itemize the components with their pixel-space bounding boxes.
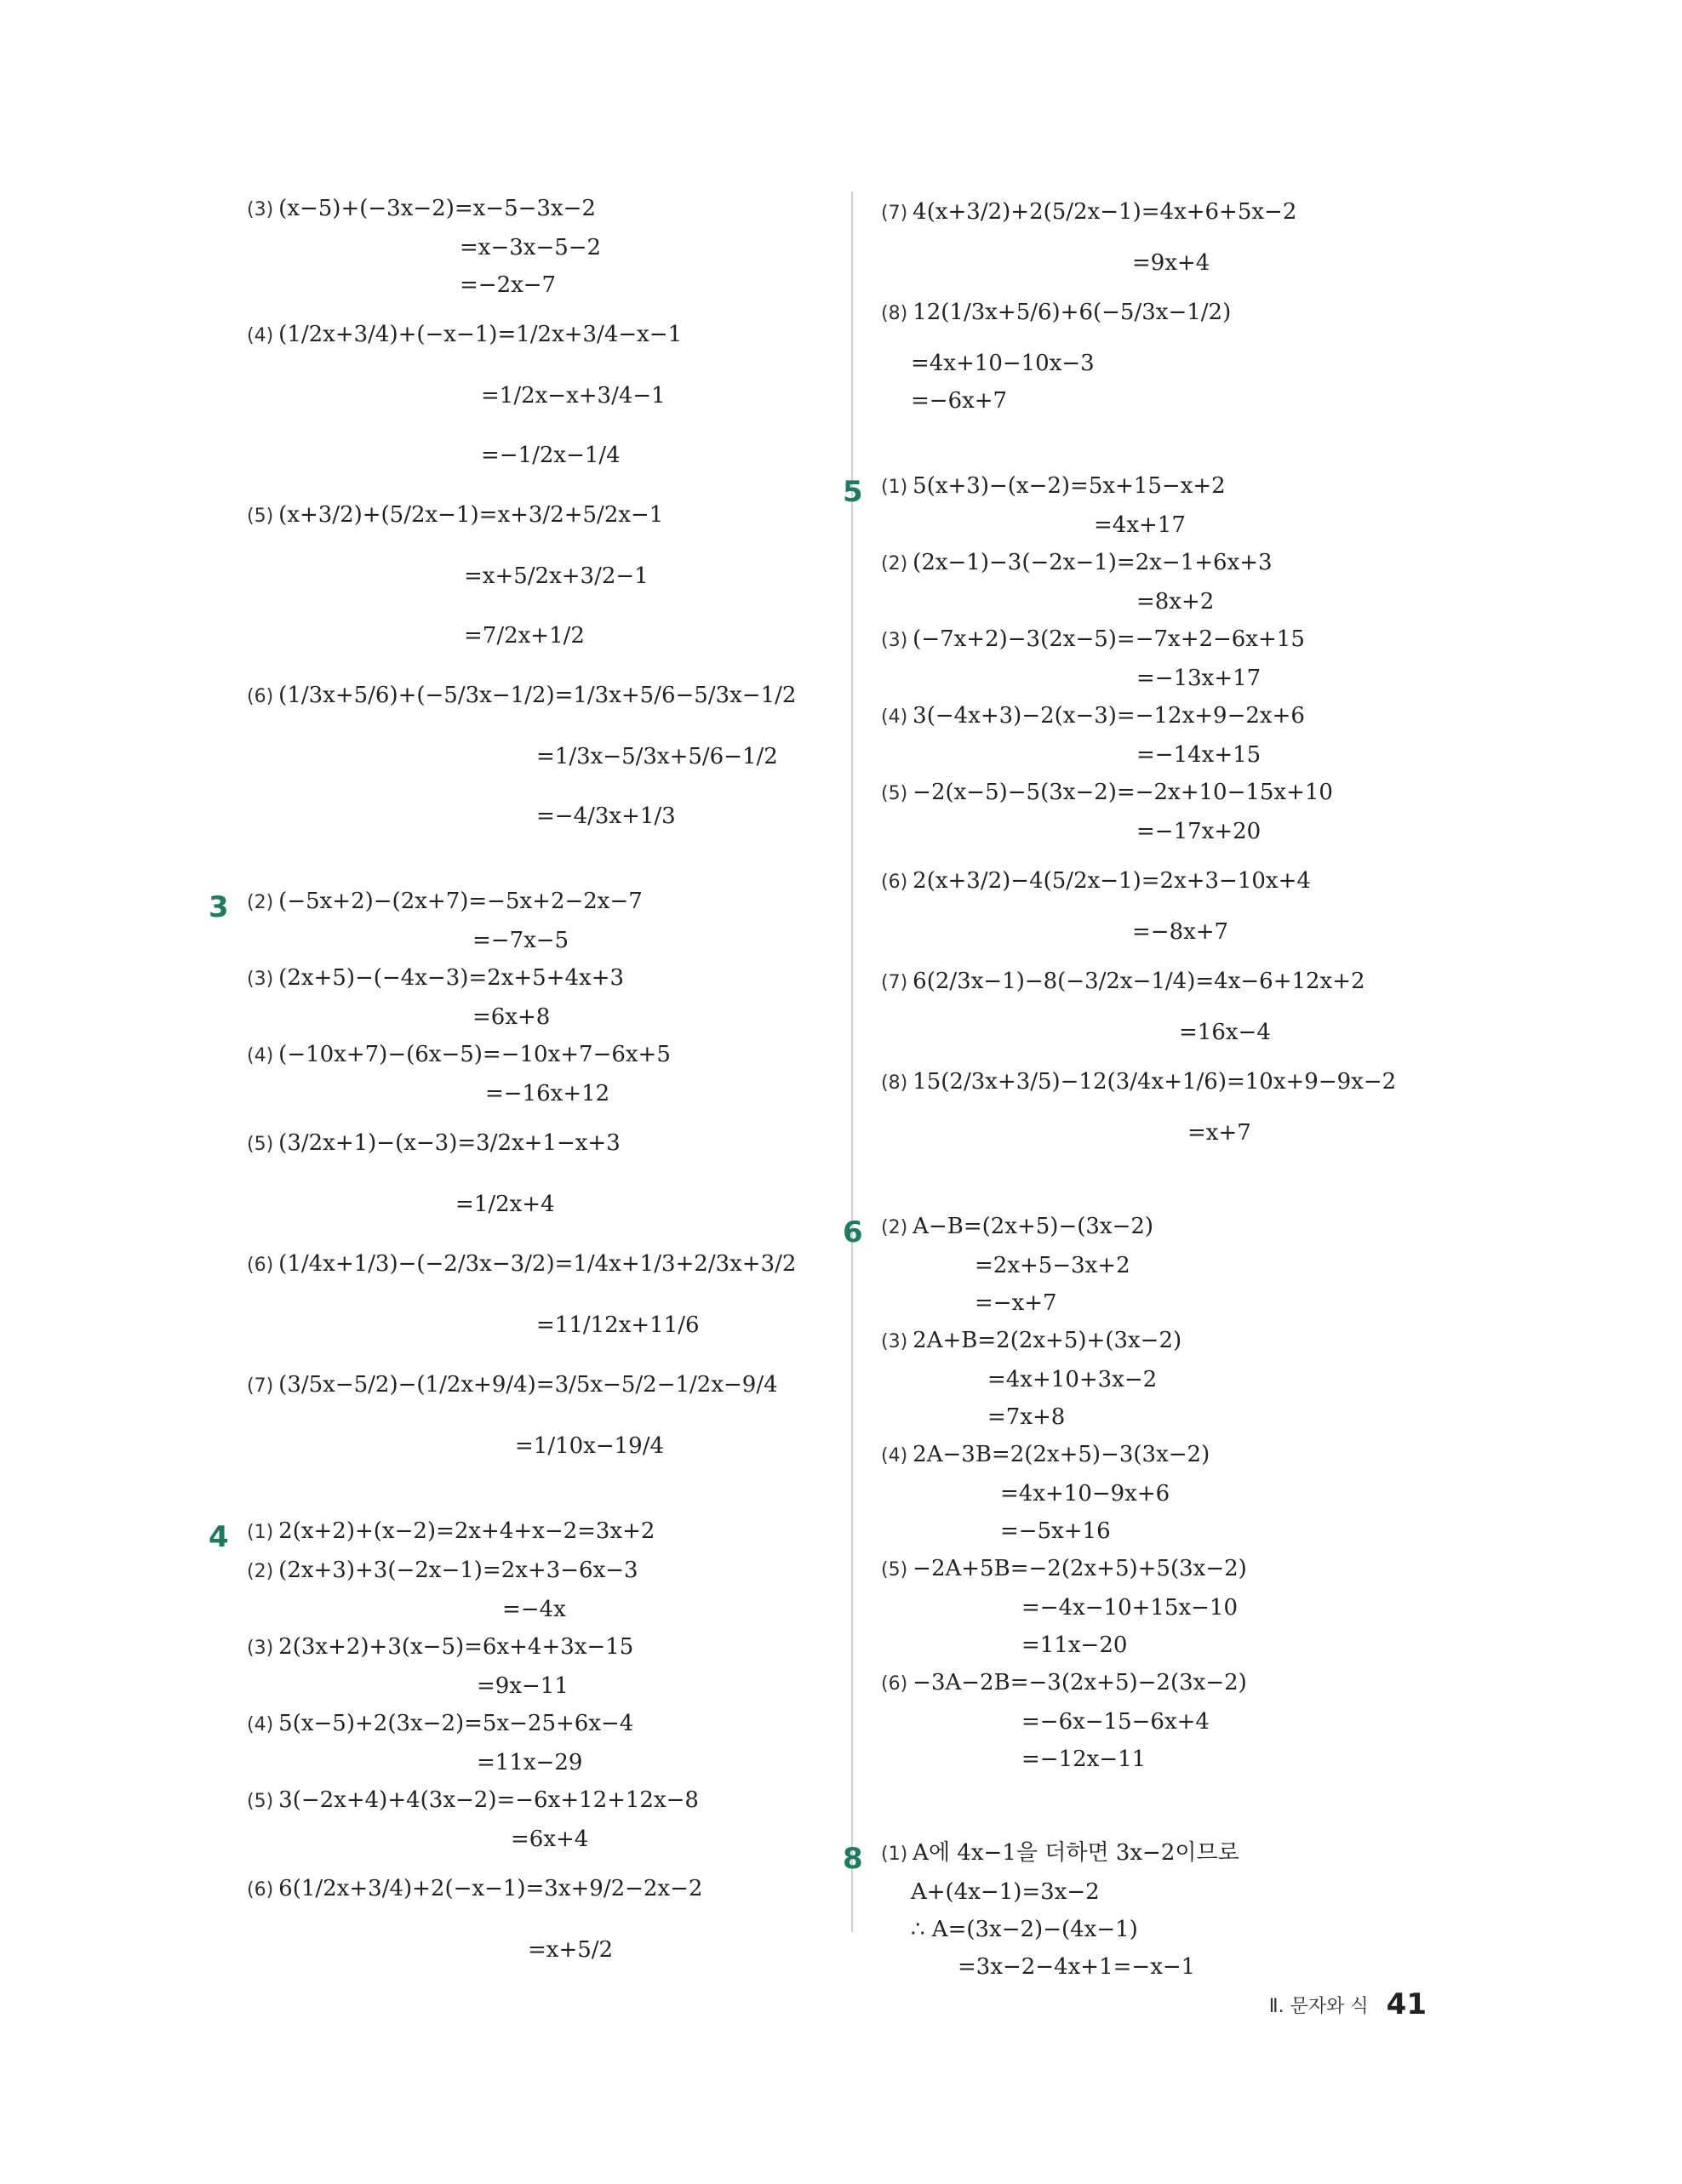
problem-number: 8 [843,1842,863,1876]
sub-problem-label: (6) [881,1673,908,1695]
math-expression: =16x−4 [1179,1020,1271,1045]
solution-line [247,1711,843,1738]
solution-line [881,1518,1477,1544]
math-expression: =−14x+15 [1136,742,1262,768]
solution-line [881,388,1477,414]
page-footer [1269,1987,1427,2021]
math-expression: (2x+3)+3(−2x−1)=2x+3−6x−3 [278,1558,638,1583]
solution-line [247,1433,843,1459]
solution-line [881,703,1477,730]
sub-problem-label: (5) [247,506,274,527]
math-expression: =11x−20 [1021,1632,1128,1658]
math-expression: A에 4x−1을 더하면 3x−2이므로 [913,1840,1239,1866]
solution-line [881,1020,1477,1045]
math-expression: =−4x [502,1597,566,1622]
problem-4 [209,1518,843,1963]
math-expression: (−10x+7)−(6x−5)=−10x+7−6x+5 [278,1042,671,1067]
solution-line [247,1634,843,1661]
math-expression: (1/4x+1/3)−(−2/3x−3/2)=1/4x+1/3+2/3x+3/2 [278,1251,797,1277]
math-expression: =−12x−11 [1021,1747,1147,1772]
solution-line [881,473,1477,500]
solution-line [881,1709,1477,1735]
solution-line [247,383,843,409]
solution-line [881,1253,1477,1278]
solution-line [881,1747,1477,1772]
solution-line [881,780,1477,807]
math-expression: =x+7 [1187,1120,1251,1146]
solution-line [881,1670,1477,1697]
solution-line [881,1290,1477,1316]
math-expression: =−6x+7 [911,388,1008,414]
solution-line [247,683,843,710]
problem-6 [843,1214,1477,1772]
sub-problem-label: (3) [881,630,908,651]
math-expression: =−x+7 [975,1290,1057,1316]
math-expression: =1/2x+4 [455,1192,555,1217]
math-expression: =6x+4 [511,1827,589,1852]
solution-line [881,1954,1477,1980]
math-expression: =−17x+20 [1136,819,1262,844]
problem-5 [843,473,1477,1146]
sub-problem-label: (7) [881,972,908,993]
solution-line [881,666,1477,691]
math-expression: =−5x+16 [1000,1518,1111,1544]
solution-line [881,919,1477,945]
sub-problem-label: (8) [881,303,908,324]
math-expression: =−1/2x−1/4 [481,443,621,468]
sub-problem-label: (5) [881,1559,908,1581]
sub-problem-label: (7) [881,203,908,224]
solution-line [881,1556,1477,1583]
math-expression: =4x+17 [1094,512,1186,538]
math-expression: =2x+5−3x+2 [975,1253,1130,1278]
math-expression: =−8x+7 [1132,919,1229,945]
solution-line [247,502,843,529]
sub-problem-label: (6) [247,1255,274,1276]
sub-problem-label: (5) [247,1791,274,1812]
problem-2-continued [247,196,843,829]
column-divider [851,192,853,1932]
solution-line [881,1120,1477,1146]
solution-line [247,235,843,260]
solution-line [247,1518,843,1546]
problem-number: 3 [209,890,229,924]
math-expression: 6(1/2x+3/4)+2(−x−1)=3x+9/2−2x−2 [278,1876,703,1901]
math-expression: A+(4x−1)=3x−2 [911,1879,1100,1905]
math-expression: (−5x+2)−(2x+7)=−5x+2−2x−7 [278,889,643,914]
solution-line [881,1367,1477,1392]
problem-3 [209,889,843,1459]
sub-problem-label: (3) [247,969,274,990]
math-expression: −3A−2B=−3(2x+5)−2(3x−2) [913,1670,1247,1695]
sub-problem-label: (4) [247,325,274,346]
solution-line [247,803,843,829]
solution-line [247,1558,843,1585]
sub-problem-label: (1) [881,1844,908,1865]
math-expression: =1/10x−19/4 [515,1433,665,1459]
math-expression: =−2x−7 [460,272,557,298]
math-expression: =7/2x+1/2 [464,623,585,649]
solution-line [881,250,1477,276]
solution-line [247,1042,843,1069]
math-expression: 2A−3B=2(2x+5)−3(3x−2) [913,1442,1210,1467]
math-expression: 2(3x+2)+3(x−5)=6x+4+3x−15 [278,1634,634,1660]
solution-line [247,443,843,468]
solution-line [881,1328,1477,1355]
solution-line [247,1876,843,1903]
solution-line [881,969,1477,996]
solution-line [881,868,1477,895]
problem-number: 6 [843,1215,863,1249]
solution-line [247,965,843,992]
solution-line [247,272,843,298]
sub-problem-label: (1) [881,477,908,498]
math-expression: =x+5/2x+3/2−1 [464,563,649,589]
solution-line [247,1750,843,1775]
sub-problem-label: (3) [881,1331,908,1352]
solution-line [881,1595,1477,1621]
solution-line [881,1214,1477,1241]
solution-line [881,1632,1477,1658]
sub-problem-label: (8) [881,1072,908,1094]
math-expression: A−B=(2x+5)−(3x−2) [913,1214,1154,1239]
solution-line [247,889,843,916]
sub-problem-label: (3) [247,199,274,220]
solution-line [247,1081,843,1106]
math-expression: =x+5/2 [528,1937,614,1963]
left-column [209,187,843,1963]
solution-line [247,1787,843,1815]
sub-problem-label: (7) [247,1375,274,1397]
right-column [843,187,1477,1980]
math-expression: 3(−4x+3)−2(x−3)=−12x+9−2x+6 [913,703,1305,729]
math-expression: (−7x+2)−3(2x−5)=−7x+2−6x+15 [913,626,1305,652]
solution-line [247,623,843,649]
solution-line [247,928,843,953]
solution-line [247,1251,843,1278]
sub-problem-label: (2) [247,1561,274,1582]
math-expression: 2(x+2)+(x−2)=2x+4+x−2=3x+2 [278,1518,655,1544]
sub-problem-label: (2) [881,1217,908,1238]
math-expression: −2(x−5)−5(3x−2)=−2x+10−15x+10 [913,780,1333,805]
math-expression: (3/2x+1)−(x−3)=3/2x+1−x+3 [278,1130,621,1156]
solution-line [247,1372,843,1399]
solution-line [247,1937,843,1963]
math-expression: =4x+10−10x−3 [911,351,1095,376]
sub-problem-label: (6) [881,872,908,893]
math-expression: =−13x+17 [1136,666,1262,691]
solution-line [247,1130,843,1158]
solution-line [881,351,1477,376]
solution-line [881,1481,1477,1507]
sub-problem-label: (5) [881,783,908,804]
math-expression: =3x−2−4x+1=−x−1 [958,1954,1196,1980]
math-expression: (2x+5)−(−4x−3)=2x+5+4x+3 [278,965,625,991]
solution-line [247,1312,843,1338]
math-expression: =−16x+12 [485,1081,610,1106]
sub-problem-label: (4) [881,1445,908,1466]
solution-line [247,1827,843,1852]
sub-problem-label: (3) [247,1638,274,1659]
solution-line [881,1069,1477,1096]
math-expression: =7x+8 [987,1404,1066,1430]
sub-problem-label: (4) [881,706,908,728]
math-expression: =9x+4 [1132,250,1210,276]
solution-line [881,626,1477,654]
math-expression: (1/2x+3/4)+(−x−1)=1/2x+3/4−x−1 [278,322,683,347]
solution-line [247,1192,843,1217]
solution-line [881,1840,1477,1867]
solution-line [881,550,1477,577]
math-expression: =−6x−15−6x+4 [1021,1709,1210,1735]
solution-line [247,1004,843,1030]
solution-line [247,196,843,223]
math-expression: =11x−29 [477,1750,583,1775]
solution-line [881,1404,1477,1430]
section-title: Ⅱ. 문자와 식 [1268,1995,1369,2017]
sub-problem-label: (6) [247,686,274,707]
math-expression: (1/3x+5/6)+(−5/3x−1/2)=1/3x+5/6−5/3x−1/2 [278,683,797,708]
math-expression: 5(x+3)−(x−2)=5x+15−x+2 [913,473,1226,499]
math-expression: (x−5)+(−3x−2)=x−5−3x−2 [278,196,596,221]
math-expression: =−4/3x+1/3 [536,803,676,829]
solution-line [881,300,1477,327]
math-expression: =x−3x−5−2 [460,235,602,260]
math-expression: =9x−11 [477,1673,569,1699]
math-expression: =8x+2 [1136,589,1215,615]
math-expression: =4x+10+3x−2 [987,1367,1158,1392]
sub-problem-label: (6) [247,1879,274,1901]
solution-line [247,322,843,349]
solution-line [881,1917,1477,1942]
problem-4-continued [881,199,1477,414]
solution-line [247,563,843,589]
sub-problem-label: (1) [247,1522,274,1543]
math-expression: =1/3x−5/3x+5/6−1/2 [536,744,778,769]
math-expression: 5(x−5)+2(3x−2)=5x−25+6x−4 [278,1711,634,1736]
math-expression: 2(x+3/2)−4(5/2x−1)=2x+3−10x+4 [913,868,1311,894]
solution-line [881,589,1477,615]
math-expression: 15(2/3x+3/5)−12(3/4x+1/6)=10x+9−9x−2 [913,1069,1397,1095]
problem-number: 5 [843,475,863,509]
math-expression: =11/12x+11/6 [536,1312,700,1338]
sub-problem-label: (4) [247,1045,274,1066]
solution-line [247,744,843,769]
math-expression: ∴ A=(3x−2)−(4x−1) [911,1917,1138,1942]
math-expression: =6x+8 [472,1004,551,1030]
math-expression: 12(1/3x+5/6)+6(−5/3x−1/2) [913,300,1232,325]
problem-number: 4 [209,1520,229,1554]
math-expression: =−4x−10+15x−10 [1021,1595,1239,1621]
sub-problem-label: (2) [881,553,908,575]
solution-line [881,1442,1477,1469]
math-expression: (x+3/2)+(5/2x−1)=x+3/2+5/2x−1 [278,502,664,528]
math-expression: =1/2x−x+3/4−1 [481,383,666,409]
math-expression: 6(2/3x−1)−8(−3/2x−1/4)=4x−6+12x+2 [913,969,1365,994]
sub-problem-label: (4) [247,1714,274,1735]
page-number: 41 [1386,1987,1427,2021]
solution-line [881,742,1477,768]
sub-problem-label: (2) [247,892,274,913]
solution-line [881,819,1477,844]
problem-8 [843,1840,1477,1980]
solution-line [881,512,1477,538]
solution-line [881,1879,1477,1905]
math-expression: =−7x−5 [472,928,569,953]
math-expression: (2x−1)−3(−2x−1)=2x−1+6x+3 [913,550,1273,575]
solution-line [247,1597,843,1622]
math-expression: =4x+10−9x+6 [1000,1481,1170,1507]
solution-line [881,199,1477,226]
math-expression: 2A+B=2(2x+5)+(3x−2) [913,1328,1182,1353]
solution-line [247,1673,843,1699]
math-expression: 3(−2x+4)+4(3x−2)=−6x+12+12x−8 [278,1787,699,1813]
sub-problem-label: (5) [247,1134,274,1155]
math-expression: 4(x+3/2)+2(5/2x−1)=4x+6+5x−2 [913,199,1297,225]
math-expression: −2A+5B=−2(2x+5)+5(3x−2) [913,1556,1247,1581]
math-expression: (3/5x−5/2)−(1/2x+9/4)=3/5x−5/2−1/2x−9/4 [278,1372,778,1398]
